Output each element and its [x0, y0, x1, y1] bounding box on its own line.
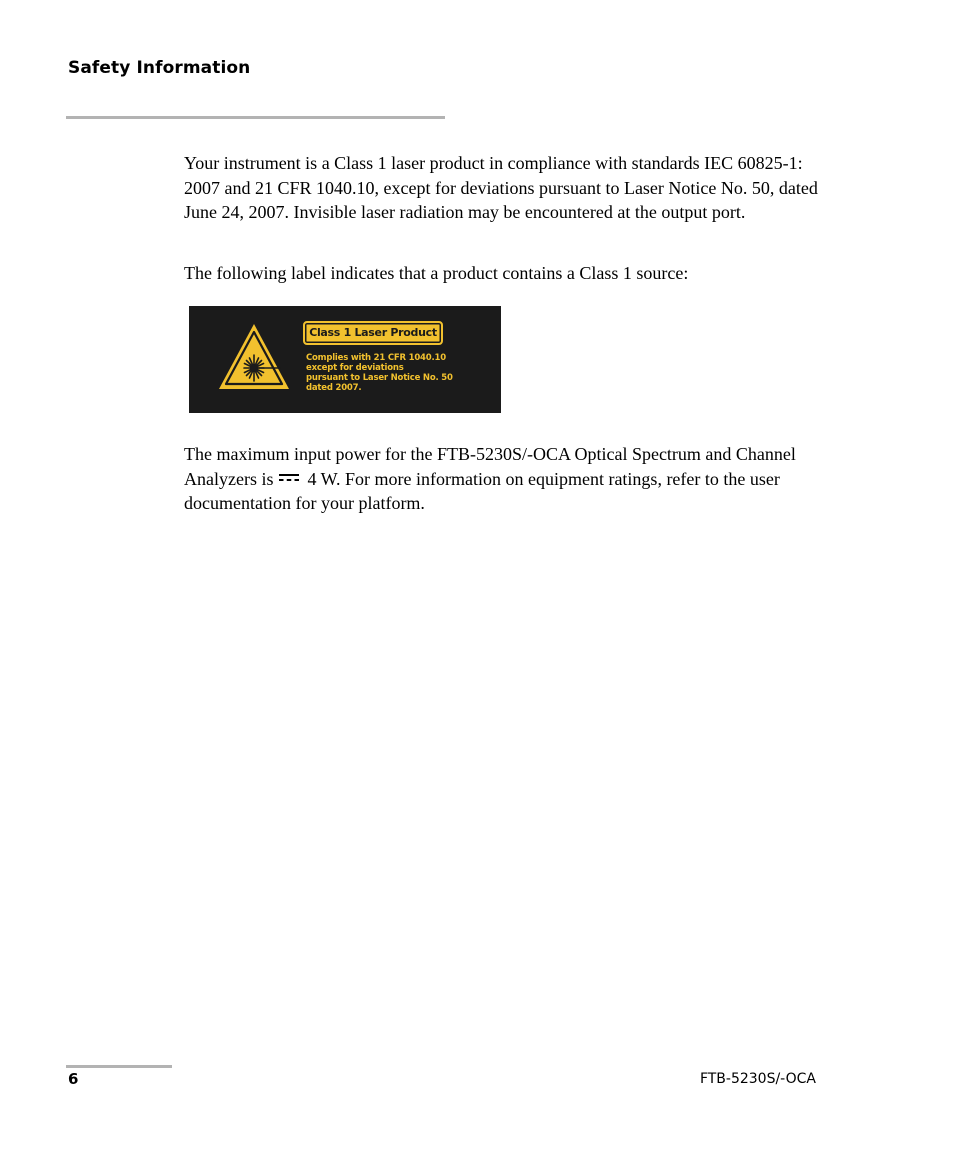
ratings-text: 4 W. For more information on equipment ratings, refer to the user documentation for your platform.: [184, 468, 780, 513]
class1-laser-title: Class 1 Laser Product: [303, 321, 443, 345]
document-id: FTB-5230S/-OCA: [699, 1071, 816, 1087]
label-text-line: except for deviations: [306, 363, 404, 373]
label-text-line: Complies with 21 CFR 1040.10: [306, 353, 446, 363]
max-input-power-paragraph: [184, 442, 824, 516]
label-intro-paragraph: The following label indicates that a product contains a Class 1 source:: [184, 263, 689, 283]
header-rule: [66, 116, 445, 119]
laser-compliance-paragraph: Your instrument is a Class 1 laser product in compliance with standards IEC 60825-1: 2007 and 21 CFR 1040.10, except for deviations pursuant to Laser Notice No. 50, dated June 24, 2007. Invisible laser radiation may be encountered at the output port.: [184, 153, 818, 222]
label-text-line: pursuant to Laser Notice No. 50: [306, 373, 453, 383]
dc-symbol-icon: [279, 473, 299, 483]
laser-warning-icon: [217, 322, 291, 392]
max-power-text: The maximum input power for the FTB-5230S/-OCA Optical Spectrum and Channel Analyzers is: [184, 444, 796, 489]
section-title: Safety Information: [68, 58, 251, 78]
label-text-line: dated 2007.: [306, 383, 362, 393]
footer-rule: [66, 1065, 172, 1068]
page-number: 6: [68, 1070, 79, 1088]
class1-laser-label: [189, 306, 501, 413]
